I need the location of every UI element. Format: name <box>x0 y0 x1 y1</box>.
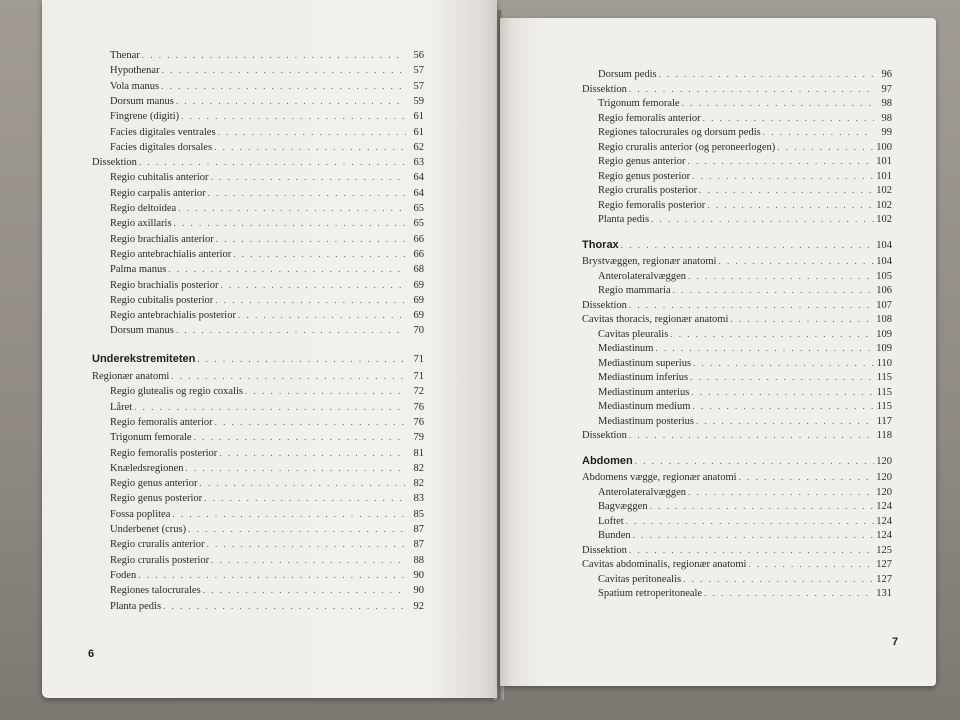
dot-leader <box>763 125 874 140</box>
dot-leader <box>214 140 406 155</box>
left-page-number: 6 <box>88 648 95 660</box>
toc-entry-page-number: 79 <box>413 432 424 444</box>
toc-entry <box>598 125 892 140</box>
toc-entry <box>110 537 424 552</box>
toc-entry-title: Mediastinum superius <box>598 357 692 369</box>
dot-leader <box>134 400 406 415</box>
toc-entry <box>110 201 424 216</box>
dot-leader <box>197 352 406 367</box>
dot-leader <box>688 485 874 500</box>
dot-leader <box>692 399 874 414</box>
toc-entry-page-number: 64 <box>413 172 424 184</box>
toc-entry-page-number: 81 <box>413 447 424 459</box>
toc-entry <box>110 308 424 323</box>
toc-entry-page-number: 69 <box>413 294 424 306</box>
toc-entry-title: Dorsum manus <box>110 325 174 337</box>
left-page <box>42 0 497 698</box>
toc-entry <box>582 543 892 558</box>
toc-entry-page-number: 117 <box>876 415 892 427</box>
toc-entry <box>110 63 424 78</box>
toc-entry-page-number: 65 <box>413 218 424 230</box>
toc-entry <box>110 599 424 614</box>
toc-entry-page-number: 97 <box>881 83 892 95</box>
toc-entry-page-number: 107 <box>876 299 892 311</box>
toc-entry <box>110 583 424 598</box>
toc-entry-page-number: 72 <box>413 386 424 398</box>
dot-leader <box>163 599 406 614</box>
toc-entry <box>110 125 424 140</box>
toc-entry-title: Cavitas thoracis, regionær anatomi <box>582 314 729 325</box>
right-page-number: 7 <box>892 636 899 648</box>
dot-leader <box>208 186 406 201</box>
toc-entry-title: Regio cubitalis posterior <box>110 294 214 306</box>
dot-leader <box>245 384 406 399</box>
dot-leader <box>138 568 406 583</box>
toc-entry <box>582 82 892 97</box>
toc-entry <box>110 323 424 338</box>
toc-entry-page-number: 118 <box>876 430 892 441</box>
dot-leader <box>181 109 406 124</box>
toc-entry-page-number: 102 <box>876 199 892 211</box>
toc-entry-title: Underbenet (crus) <box>110 524 187 535</box>
toc-entry <box>110 568 424 583</box>
toc-entry-title: Hypothenar <box>110 65 160 77</box>
toc-entry-page-number: 69 <box>413 279 424 291</box>
toc-entry-page-number: 109 <box>876 328 892 340</box>
dot-leader <box>206 537 406 552</box>
toc-entry-title: Cavitas peritonealis <box>598 573 682 585</box>
toc-entry-title: Mediastinum inferius <box>598 372 689 383</box>
toc-entry-page-number: 68 <box>413 264 424 276</box>
toc-entry-title: Dissektion <box>582 299 627 311</box>
toc-entry <box>582 557 892 572</box>
dot-leader <box>186 461 407 476</box>
toc-entry-title: Cavitas pleuralis <box>598 328 669 340</box>
toc-entry <box>582 312 892 327</box>
toc-entry-page-number: 66 <box>413 248 424 260</box>
toc-entry-page-number: 65 <box>413 203 424 214</box>
toc-entry-page-number: 127 <box>876 573 892 585</box>
dot-leader <box>176 323 406 338</box>
toc-entry <box>598 67 892 82</box>
toc-entry-title: Knæledsregionen <box>110 462 184 474</box>
toc-entry-title: Regio genus posterior <box>110 493 203 505</box>
toc-entry <box>598 485 892 500</box>
toc-entry-page-number: 99 <box>881 127 892 138</box>
toc-entry-page-number: 82 <box>413 462 424 474</box>
toc-entry-page-number: 87 <box>413 539 424 551</box>
dot-leader <box>673 283 874 298</box>
dot-leader <box>162 63 406 78</box>
dot-leader <box>211 170 406 185</box>
toc-entry-title: Regio axillaris <box>110 218 172 230</box>
toc-entry <box>110 247 424 262</box>
toc-entry-title: Regio cruralis posterior <box>598 185 698 196</box>
toc-entry-page-number: 71 <box>413 353 424 365</box>
toc-entry-page-number: 124 <box>876 530 892 541</box>
toc-entry-page-number: 120 <box>876 472 892 483</box>
toc-entry <box>582 428 892 443</box>
dot-leader <box>203 583 406 598</box>
toc-entry-page-number: 56 <box>413 50 424 61</box>
toc-entry <box>110 476 424 491</box>
toc-entry-title: Anterolateralvæggen <box>598 270 687 282</box>
toc-entry <box>110 109 424 124</box>
toc-entry <box>110 79 424 94</box>
toc-entry-title: Trigonum femorale <box>598 98 680 109</box>
toc-entry <box>582 454 892 469</box>
toc-entry-page-number: 101 <box>876 170 892 182</box>
dot-leader <box>692 169 874 184</box>
toc-entry <box>598 111 892 126</box>
toc-entry <box>598 269 892 284</box>
toc-entry-title: Regiones talocrurales og dorsum pedis <box>598 127 761 138</box>
dot-leader <box>215 415 406 430</box>
toc-entry-title: Regio glutealis og regio coxalis <box>110 386 243 398</box>
toc-entry <box>598 327 892 342</box>
toc-entry-title: Regio brachialis anterior <box>110 233 214 245</box>
toc-entry-title: Låret <box>110 401 133 413</box>
toc-entry <box>110 94 424 109</box>
dot-leader <box>629 428 874 443</box>
toc-entry-title: Regio deltoidea <box>110 203 177 214</box>
toc-entry-page-number: 76 <box>413 401 424 413</box>
toc-entry <box>110 446 424 461</box>
toc-entry <box>598 140 892 155</box>
toc-entry-page-number: 124 <box>876 515 892 527</box>
toc-entry <box>110 400 424 415</box>
dot-leader <box>218 125 406 140</box>
toc-entry-page-number: 115 <box>876 401 892 412</box>
toc-entry-title: Regio genus posterior <box>598 170 691 182</box>
toc-entry-title: Bagvæggen <box>598 501 648 512</box>
dot-leader <box>730 312 874 327</box>
toc-entry-page-number: 90 <box>413 585 424 597</box>
toc-entry-page-number: 57 <box>413 65 424 77</box>
toc-entry-title: Regio cruralis anterior <box>110 539 205 551</box>
dot-leader <box>690 370 874 385</box>
toc-entry <box>598 212 892 227</box>
toc-entry <box>598 183 892 198</box>
toc-entry-page-number: 102 <box>876 185 892 196</box>
dot-leader <box>696 414 874 429</box>
dot-leader <box>703 111 874 126</box>
dot-leader <box>204 491 406 506</box>
toc-entry <box>598 572 892 587</box>
toc-entry-page-number: 104 <box>876 256 892 267</box>
toc-entry <box>598 399 892 414</box>
toc-entry-title: Thorax <box>582 238 619 251</box>
toc-entry-page-number: 71 <box>413 371 424 382</box>
toc-entry-title: Dissektion <box>582 430 627 441</box>
toc-entry-page-number: 70 <box>413 325 424 337</box>
dot-leader <box>693 356 874 371</box>
toc-entry-page-number: 109 <box>876 343 892 354</box>
toc-entry-title: Regio genus anterior <box>110 478 198 490</box>
toc-entry-page-number: 98 <box>881 98 892 109</box>
toc-entry <box>598 514 892 529</box>
dot-leader <box>626 514 874 529</box>
toc-entry <box>598 385 892 400</box>
toc-entry-title: Regiones talocrurales <box>110 585 201 597</box>
toc-entry-title: Fingrene (digiti) <box>110 111 180 123</box>
toc-entry-title: Bunden <box>598 530 631 541</box>
dot-leader <box>670 327 874 342</box>
toc-entry-page-number: 102 <box>876 214 892 225</box>
toc-entry-title: Vola manus <box>110 80 160 92</box>
right-page <box>500 18 936 686</box>
toc-entry-title: Cavitas abdominalis, regionær anatomi <box>582 559 747 570</box>
toc-entry-page-number: 96 <box>881 69 892 80</box>
dot-leader <box>238 308 406 323</box>
toc-entry-page-number: 104 <box>876 239 892 251</box>
toc-entry <box>110 522 424 537</box>
toc-entry-page-number: 85 <box>413 508 424 520</box>
toc-entry <box>110 216 424 231</box>
toc-entry-page-number: 100 <box>876 141 892 153</box>
dot-leader <box>621 238 874 253</box>
toc-entry-title: Mediastinum posterius <box>598 415 694 427</box>
toc-entry <box>598 414 892 429</box>
toc-entry-title: Dorsum pedis <box>598 69 657 80</box>
toc-entry-title: Dissektion <box>582 83 627 95</box>
dot-leader <box>718 254 874 269</box>
toc-entry <box>110 384 424 399</box>
toc-entry-title: Regio mammaria <box>598 285 671 296</box>
toc-entry-page-number: 101 <box>876 156 892 167</box>
toc-entry <box>598 198 892 213</box>
toc-entry <box>598 528 892 543</box>
toc-entry-title: Facies digitales ventrales <box>110 126 216 138</box>
dot-leader <box>629 82 874 97</box>
toc-entry <box>110 186 424 201</box>
toc-entry <box>598 96 892 111</box>
toc-entry-page-number: 87 <box>413 524 424 535</box>
dot-leader <box>178 201 406 216</box>
toc-entry-title: Regio genus anterior <box>598 156 686 167</box>
toc-entry <box>110 48 424 63</box>
toc-entry-title: Regio femoralis posterior <box>110 447 218 459</box>
toc-entry-title: Regio carpalis anterior <box>110 187 206 199</box>
toc-entry-title: Palma manus <box>110 264 167 276</box>
dot-leader <box>142 48 406 63</box>
dot-leader <box>194 430 406 445</box>
toc-entry-title: Mediastinum <box>598 343 654 354</box>
toc-entry <box>598 586 892 601</box>
toc-entry <box>92 352 424 367</box>
toc-entry-page-number: 120 <box>876 455 892 467</box>
dot-leader <box>629 298 874 313</box>
toc-entry-title: Regio cruralis anterior (og peroneerlogen) <box>598 141 776 153</box>
toc-entry-page-number: 115 <box>876 386 892 398</box>
toc-entry-title: Anterolateralvæggen <box>598 486 687 498</box>
toc-entry-page-number: 124 <box>876 501 892 512</box>
dot-leader <box>748 557 874 572</box>
toc-entry-title: Regio cubitalis anterior <box>110 172 209 184</box>
dot-leader <box>172 507 406 522</box>
dot-leader <box>635 454 874 469</box>
dot-leader <box>188 522 406 537</box>
toc-entry-title: Regio brachialis posterior <box>110 279 219 291</box>
toc-entry-page-number: 105 <box>876 270 892 282</box>
toc-entry-page-number: 69 <box>413 310 424 322</box>
toc-entry <box>582 254 892 269</box>
toc-entry-title: Thenar <box>110 50 140 61</box>
toc-entry-page-number: 61 <box>413 126 424 138</box>
toc-entry-title: Regio femoralis posterior <box>598 199 706 211</box>
dot-leader <box>233 247 406 262</box>
toc-entry-page-number: 63 <box>413 157 424 169</box>
toc-entry <box>598 154 892 169</box>
toc-entry <box>598 341 892 356</box>
toc-entry-title: Foden <box>110 569 137 581</box>
dot-leader <box>211 553 406 568</box>
toc-entry <box>110 461 424 476</box>
toc-entry-page-number: 62 <box>413 141 424 153</box>
toc-entry <box>582 470 892 485</box>
dot-leader <box>176 94 406 109</box>
toc-entry <box>598 169 892 184</box>
toc-entry <box>110 553 424 568</box>
toc-entry-title: Facies digitales dorsales <box>110 141 213 153</box>
toc-entry-title: Planta pedis <box>598 214 650 225</box>
toc-entry <box>92 155 424 170</box>
toc-entry <box>110 415 424 430</box>
toc-entry-page-number: 82 <box>413 478 424 490</box>
toc-entry-title: Dorsum manus <box>110 95 174 107</box>
toc-entry <box>92 369 424 384</box>
toc-entry-page-number: 110 <box>876 357 892 369</box>
toc-entry <box>582 298 892 313</box>
toc-entry <box>110 293 424 308</box>
toc-entry-page-number: 98 <box>881 112 892 124</box>
dot-leader <box>688 269 874 284</box>
toc-entry-title: Regio cruralis posterior <box>110 554 210 566</box>
toc-entry-title: Planta pedis <box>110 600 162 612</box>
toc-entry-page-number: 66 <box>413 233 424 245</box>
toc-entry-title: Dissektion <box>92 157 137 169</box>
toc-entry-page-number: 64 <box>413 187 424 199</box>
toc-entry <box>598 283 892 298</box>
toc-entry-page-number: 125 <box>876 544 892 556</box>
dot-leader <box>687 154 874 169</box>
toc-entry-page-number: 108 <box>876 314 892 325</box>
dot-leader <box>659 67 874 82</box>
dot-leader <box>199 476 406 491</box>
toc-entry <box>582 238 892 253</box>
dot-leader <box>139 155 406 170</box>
toc-entry-title: Abdomens vægge, regionær anatomi <box>582 472 737 483</box>
toc-entry-title: Regio antebrachialis anterior <box>110 248 232 260</box>
toc-entry-title: Underekstremiteten <box>92 352 196 365</box>
dot-leader <box>739 470 874 485</box>
toc-entry-page-number: 106 <box>876 285 892 296</box>
toc-entry-page-number: 92 <box>413 600 424 612</box>
toc-entry-page-number: 120 <box>876 486 892 498</box>
dot-leader <box>699 183 874 198</box>
toc-entry <box>110 262 424 277</box>
toc-entry-page-number: 57 <box>413 80 424 92</box>
toc-entry <box>598 356 892 371</box>
toc-entry-title: Dissektion <box>582 544 627 556</box>
toc-entry-title: Abdomen <box>582 454 633 467</box>
toc-entry-title: Trigonum femorale <box>110 432 192 444</box>
dot-leader <box>216 232 406 247</box>
dot-leader <box>629 543 874 558</box>
toc-entry-page-number: 59 <box>413 95 424 107</box>
toc-entry-title: Regio antebrachialis posterior <box>110 310 236 322</box>
dot-leader <box>650 499 874 514</box>
toc-entry <box>110 278 424 293</box>
toc-entry <box>110 430 424 445</box>
dot-leader <box>777 140 874 155</box>
dot-leader <box>171 369 406 384</box>
toc-entry-title: Fossa poplitea <box>110 508 171 520</box>
dot-leader <box>220 278 406 293</box>
dot-leader <box>161 79 406 94</box>
toc-entry-page-number: 83 <box>413 493 424 505</box>
dot-leader <box>168 262 406 277</box>
dot-leader <box>651 212 874 227</box>
dot-leader <box>704 586 874 601</box>
toc-entry-page-number: 90 <box>413 569 424 581</box>
toc-entry-page-number: 131 <box>876 588 892 599</box>
toc-entry <box>110 507 424 522</box>
dot-leader <box>215 293 406 308</box>
toc-entry <box>110 491 424 506</box>
dot-leader <box>633 528 874 543</box>
toc-entry <box>110 170 424 185</box>
toc-entry-page-number: 127 <box>876 559 892 570</box>
toc-entry-page-number: 61 <box>413 111 424 123</box>
toc-entry-title: Regio femoralis anterior <box>110 416 213 428</box>
toc-entry-title: Brystvæggen, regionær anatomi <box>582 256 717 267</box>
dot-leader <box>707 198 874 213</box>
toc-entry <box>598 499 892 514</box>
toc-entry-title: Spatium retroperitoneale <box>598 588 703 599</box>
toc-entry <box>110 232 424 247</box>
toc-entry-page-number: 76 <box>413 416 424 428</box>
toc-entry-page-number: 115 <box>876 372 892 383</box>
dot-leader <box>219 446 406 461</box>
toc-entry <box>110 140 424 155</box>
toc-entry-title: Mediastinum anterius <box>598 386 690 398</box>
toc-entry-title: Loftet <box>598 515 624 527</box>
dot-leader <box>691 385 874 400</box>
toc-entry-title: Regio femoralis anterior <box>598 112 701 124</box>
dot-leader <box>682 96 874 111</box>
dot-leader <box>683 572 874 587</box>
toc-entry-page-number: 88 <box>413 554 424 566</box>
dot-leader <box>174 216 406 231</box>
toc-entry <box>598 370 892 385</box>
dot-leader <box>655 341 874 356</box>
toc-entry-title: Mediastinum medium <box>598 401 691 412</box>
toc-entry-title: Regionær anatomi <box>92 371 170 382</box>
